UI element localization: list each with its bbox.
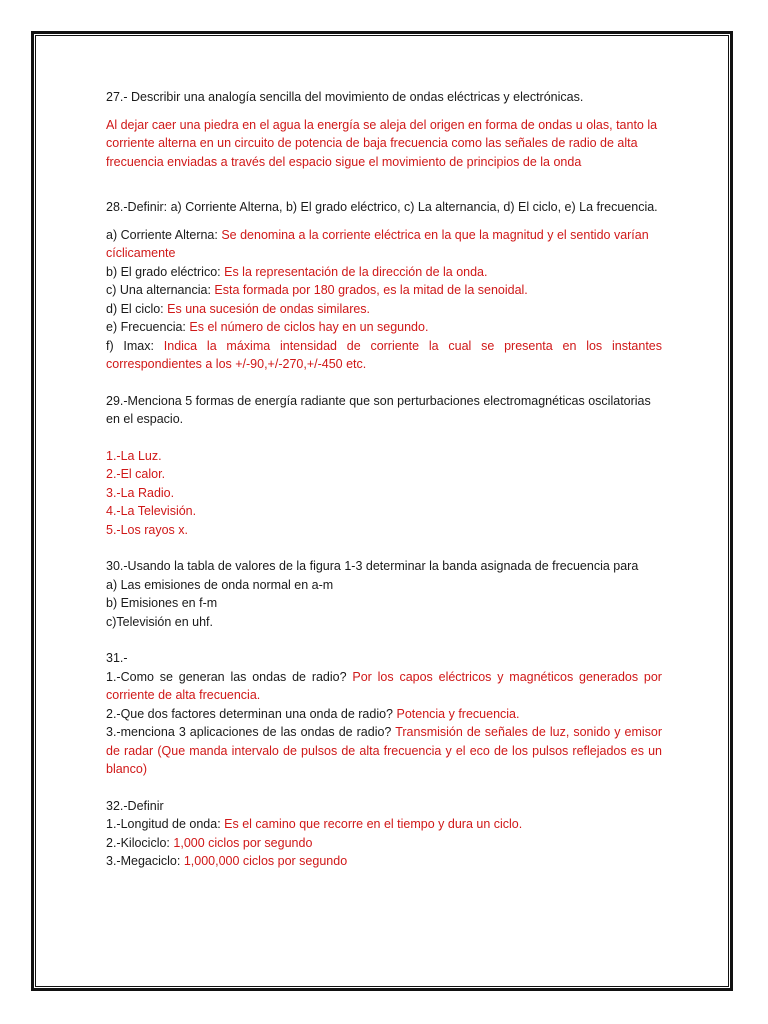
q31-item-1 <box>106 668 662 705</box>
q32-item-3 <box>106 852 662 871</box>
q28-item-d-answer: Es una sucesión de ondas similares. <box>167 301 371 316</box>
q28-item-c <box>106 281 662 300</box>
document-body <box>106 88 662 871</box>
q31-number: 31.- <box>106 651 128 665</box>
q29-answer-3: 3.-La Radio. <box>106 485 175 500</box>
q27-answer: Al dejar caer una piedra en el agua la energía se aleja del origen en forma de ondas u olas, tanto la corriente alterna en un circuito de potencia de baja frecuencia como las señales de radio de alta frecuencia enviadas a través del espacio sigue el movimiento de principios de la onda <box>106 117 658 169</box>
q28-question: 28.-Definir: a) Corriente Alterna, b) El grado eléctrico, c) La alternancia, d) El ciclo, e) La frecuencia. <box>106 200 658 214</box>
q28-item-a-answer: Se denomina a la corriente eléctrica en la que la magnitud y el sentido varían cíclicamente <box>106 227 649 260</box>
q28-item-f <box>106 337 662 374</box>
q32-item-2-label: 2.-Kilociclo: <box>106 835 170 850</box>
q29-answer-1: 1.-La Luz. <box>106 448 162 463</box>
q32-item-2-answer: 1,000 ciclos por segundo <box>173 835 313 850</box>
q28-item-f-answer: Indica la máxima intensidad de corriente la cual se presenta en los instantes correspondientes a los +/-90,+/-270,+/-450 etc. <box>106 338 662 371</box>
q30-item-c: c)Televisión en uhf. <box>106 614 214 629</box>
q28-item-d-label: d) El ciclo: <box>106 301 164 316</box>
q30-item-a: a) Las emisiones de onda normal en a-m <box>106 577 334 592</box>
q29-answer-5: 5.-Los rayos x. <box>106 522 188 537</box>
q32-item-2 <box>106 834 662 853</box>
q32-item-1 <box>106 815 662 834</box>
q28-item-f-label: f) Imax: <box>106 338 154 353</box>
q28-item-a <box>106 226 662 263</box>
q28-item-b <box>106 263 662 282</box>
q32-title: 32.-Definir <box>106 798 164 813</box>
q32-item-3-label: 3.-Megaciclo: <box>106 854 181 868</box>
q28-item-e-answer: Es el número de ciclos hay en un segundo. <box>189 320 429 334</box>
q30-item-b: b) Emisiones en f-m <box>106 596 218 610</box>
q28-item-b-answer: Es la representación de la dirección de la onda. <box>224 264 488 279</box>
q32-item-1-answer: Es el camino que recorre en el tiempo y dura un ciclo. <box>224 817 523 831</box>
q32-item-3-answer: 1,000,000 ciclos por segundo <box>183 854 348 868</box>
q31-item-2 <box>106 705 662 724</box>
q28-item-a-label: a) Corriente Alterna: <box>106 227 218 242</box>
q29-answer-4: 4.-La Televisión. <box>106 504 197 518</box>
q28-item-b-label: b) El grado eléctrico: <box>106 264 221 279</box>
q28-item-e-label: e) Frecuencia: <box>106 320 186 334</box>
q31-item-2-answer: Potencia y frecuencia. <box>396 706 520 721</box>
q32-item-1-label: 1.-Longitud de onda: <box>106 817 221 831</box>
q28-item-c-answer: Esta formada por 180 grados, es la mitad de la senoidal. <box>214 283 528 297</box>
q31-item-2-label: 2.-Que dos factores determinan una onda de radio? <box>106 706 393 721</box>
q31-item-3 <box>106 723 662 779</box>
q27-question: 27.- Describir una analogía sencilla del movimiento de ondas eléctricas y electrónicas. <box>106 90 584 104</box>
q31-item-1-answer: Por los capos eléctricos y magnéticos generados por corriente de alta frecuencia. <box>106 669 662 702</box>
q29-answer-2: 2.-El calor. <box>106 467 166 481</box>
q29-question: 29.-Menciona 5 formas de energía radiante que son perturbaciones electromagnéticas oscilatorias en el espacio. <box>106 393 651 426</box>
q28-item-c-label: c) Una alternancia: <box>106 283 211 297</box>
q28-item-d <box>106 300 662 319</box>
q30-question: 30.-Usando la tabla de valores de la figura 1-3 determinar la banda asignada de frecuencia para <box>106 559 639 573</box>
q28-item-e <box>106 318 662 337</box>
q31-item-3-answer: Transmisión de señales de luz, sonido y emisor de radar (Que manda intervalo de pulsos de alta frecuencia y el eco de los pulsos reflejados es un blanco) <box>106 725 663 776</box>
q31-item-3-label: 3.-menciona 3 aplicaciones de las ondas de radio? <box>106 725 392 739</box>
q31-item-1-label: 1.-Como se generan las ondas de radio? <box>106 669 347 684</box>
